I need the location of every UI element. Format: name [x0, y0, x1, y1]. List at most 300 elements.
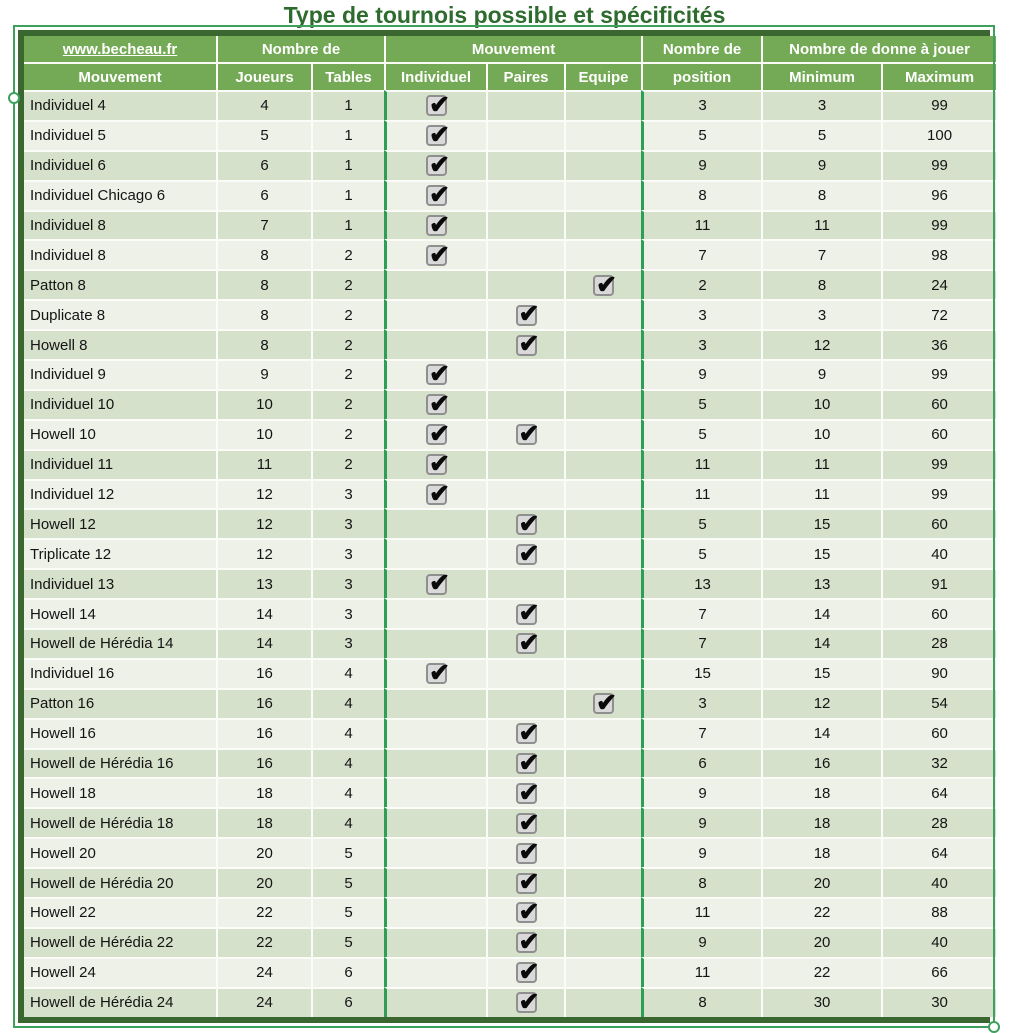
cell-mouvement: Individuel 6: [24, 150, 216, 180]
cell-maximum: 99: [881, 359, 996, 389]
cell-position: 7: [641, 718, 761, 748]
check-mark-icon: ✔: [429, 569, 450, 598]
cell-individuel: [384, 180, 486, 210]
cell-minimum: 20: [761, 927, 881, 957]
table-row: [24, 180, 996, 210]
header-group-row: [24, 36, 996, 62]
cell-joueurs: 9: [216, 359, 311, 389]
cell-tables: 2: [311, 449, 384, 479]
check-mark-icon: ✔: [518, 629, 540, 658]
cell-equipe: [564, 628, 641, 658]
cell-tables: 1: [311, 150, 384, 180]
cell-individuel: [384, 718, 486, 748]
cell-individuel: [384, 568, 486, 598]
checkbox-checked-icon[interactable]: [426, 419, 450, 448]
cell-equipe: [564, 837, 641, 867]
cell-mouvement: Howell 22: [24, 897, 216, 927]
cell-individuel: [384, 748, 486, 778]
table-row: [24, 150, 996, 180]
cell-maximum: 64: [881, 837, 996, 867]
cell-joueurs: 18: [216, 807, 311, 837]
cell-minimum: 8: [761, 269, 881, 299]
cell-individuel: [384, 957, 486, 987]
cell-equipe: [564, 180, 641, 210]
cell-maximum: 30: [881, 987, 996, 1017]
cell-maximum: 60: [881, 389, 996, 419]
checkbox-checked-icon[interactable]: [516, 419, 540, 448]
cell-minimum: 3: [761, 299, 881, 329]
cell-position: 7: [641, 598, 761, 628]
cell-maximum: 99: [881, 90, 996, 120]
cell-paires: [486, 120, 564, 150]
cell-paires: [486, 419, 564, 449]
cell-position: 5: [641, 538, 761, 568]
cell-mouvement: Howell 14: [24, 598, 216, 628]
cell-mouvement: Howell 18: [24, 777, 216, 807]
cell-position: 3: [641, 299, 761, 329]
cell-joueurs: 22: [216, 927, 311, 957]
cell-mouvement: Individuel 10: [24, 389, 216, 419]
cell-position: 9: [641, 777, 761, 807]
check-mark-icon: ✔: [429, 360, 450, 389]
cell-paires: [486, 927, 564, 957]
cell-minimum: 11: [761, 479, 881, 509]
check-mark-icon: ✔: [518, 330, 540, 359]
cell-position: 11: [641, 957, 761, 987]
cell-minimum: 20: [761, 867, 881, 897]
table-row: [24, 658, 996, 688]
table-row: [24, 867, 996, 897]
cell-position: 11: [641, 210, 761, 240]
table-row: [24, 329, 996, 359]
checkbox-checked-icon[interactable]: [516, 958, 540, 987]
cell-tables: 3: [311, 479, 384, 509]
checkbox-checked-icon[interactable]: [516, 928, 540, 957]
cell-individuel: [384, 508, 486, 538]
cell-minimum: 14: [761, 598, 881, 628]
check-mark-icon: ✔: [518, 539, 540, 568]
tournament-types-table: [24, 36, 996, 1017]
cell-individuel: [384, 479, 486, 509]
cell-position: 15: [641, 658, 761, 688]
cell-joueurs: 16: [216, 748, 311, 778]
checkbox-checked-icon[interactable]: [516, 539, 540, 568]
cell-joueurs: 16: [216, 658, 311, 688]
cell-equipe: [564, 90, 641, 120]
cell-paires: [486, 987, 564, 1017]
cell-paires: [486, 239, 564, 269]
cell-maximum: 24: [881, 269, 996, 299]
cell-tables: 4: [311, 718, 384, 748]
cell-equipe: [564, 508, 641, 538]
cell-joueurs: 13: [216, 568, 311, 598]
check-mark-icon: ✔: [518, 419, 540, 448]
checkbox-checked-icon[interactable]: [516, 838, 540, 867]
cell-mouvement: Howell de Hérédia 22: [24, 927, 216, 957]
checkbox-checked-icon[interactable]: [426, 479, 450, 508]
cell-tables: 4: [311, 688, 384, 718]
check-mark-icon: ✔: [518, 987, 540, 1016]
cell-individuel: [384, 329, 486, 359]
checkbox-checked-icon[interactable]: [426, 569, 450, 598]
cell-minimum: 18: [761, 807, 881, 837]
check-mark-icon: ✔: [429, 479, 450, 508]
checkbox-checked-icon[interactable]: [516, 987, 540, 1016]
cell-individuel: [384, 807, 486, 837]
cell-minimum: 10: [761, 389, 881, 419]
cell-tables: 3: [311, 628, 384, 658]
col-header-individuel: Individuel: [384, 62, 486, 90]
cell-position: 6: [641, 748, 761, 778]
table-row: [24, 688, 996, 718]
cell-mouvement: Individuel 8: [24, 210, 216, 240]
cell-individuel: [384, 658, 486, 688]
cell-maximum: 60: [881, 419, 996, 449]
cell-paires: [486, 329, 564, 359]
table-row: [24, 359, 996, 389]
cell-paires: [486, 568, 564, 598]
cell-equipe: [564, 389, 641, 419]
col-header-mouvement: Mouvement: [24, 62, 216, 90]
cell-maximum: 98: [881, 239, 996, 269]
selection-handle-bottom-right[interactable]: [988, 1021, 1000, 1033]
checkbox-checked-icon[interactable]: [426, 180, 450, 209]
col-header-equipe: Equipe: [564, 62, 641, 90]
check-mark-icon: ✔: [518, 928, 540, 957]
checkbox-checked-icon[interactable]: [426, 449, 450, 478]
cell-joueurs: 7: [216, 210, 311, 240]
cell-individuel: [384, 897, 486, 927]
cell-minimum: 18: [761, 777, 881, 807]
cell-paires: [486, 777, 564, 807]
cell-individuel: [384, 359, 486, 389]
page-title: Type de tournois possible et spécificités: [283, 2, 726, 28]
checkbox-checked-icon[interactable]: [516, 300, 540, 329]
checkbox-checked-icon[interactable]: [426, 659, 450, 688]
cell-tables: 3: [311, 508, 384, 538]
cell-individuel: [384, 688, 486, 718]
cell-maximum: 99: [881, 210, 996, 240]
cell-tables: 3: [311, 538, 384, 568]
cell-maximum: 36: [881, 329, 996, 359]
check-mark-icon: ✔: [518, 808, 540, 837]
col-header-paires: Paires: [486, 62, 564, 90]
cell-equipe: [564, 239, 641, 269]
cell-individuel: [384, 389, 486, 419]
table-row: [24, 748, 996, 778]
group-nombre-donne-a-jouer: Nombre de donne à jouer: [761, 36, 996, 62]
cell-mouvement: Howell 16: [24, 718, 216, 748]
checkbox-checked-icon[interactable]: [593, 270, 617, 299]
cell-mouvement: Patton 8: [24, 269, 216, 299]
cell-joueurs: 11: [216, 449, 311, 479]
cell-minimum: 12: [761, 688, 881, 718]
table-row: [24, 269, 996, 299]
group-nombre-de-position: Nombre de: [641, 36, 761, 62]
check-mark-icon: ✔: [518, 778, 540, 807]
cell-tables: 2: [311, 389, 384, 419]
cell-mouvement: Howell 12: [24, 508, 216, 538]
cell-individuel: [384, 90, 486, 120]
table-row: [24, 897, 996, 927]
cell-individuel: [384, 598, 486, 628]
cell-individuel: [384, 628, 486, 658]
check-mark-icon: ✔: [429, 180, 450, 209]
checkbox-checked-icon[interactable]: [516, 599, 540, 628]
checkbox-checked-icon[interactable]: [426, 91, 450, 120]
cell-maximum: 100: [881, 120, 996, 150]
cell-mouvement: Individuel 11: [24, 449, 216, 479]
group-nombre-de: Nombre de: [216, 36, 384, 62]
cell-minimum: 15: [761, 538, 881, 568]
site-link[interactable]: www.becheau.fr: [62, 40, 178, 58]
cell-equipe: [564, 150, 641, 180]
col-header-tables: Tables: [311, 62, 384, 90]
cell-tables: 4: [311, 658, 384, 688]
cell-mouvement: Individuel 9: [24, 359, 216, 389]
table-row: [24, 718, 996, 748]
cell-mouvement: Howell de Hérédia 16: [24, 748, 216, 778]
group-mouvement: Mouvement: [384, 36, 641, 62]
cell-mouvement: Howell 24: [24, 957, 216, 987]
cell-joueurs: 14: [216, 598, 311, 628]
cell-tables: 3: [311, 598, 384, 628]
cell-paires: [486, 150, 564, 180]
cell-position: 11: [641, 479, 761, 509]
cell-paires: [486, 479, 564, 509]
cell-maximum: 28: [881, 807, 996, 837]
checkbox-checked-icon[interactable]: [516, 629, 540, 658]
cell-maximum: 28: [881, 628, 996, 658]
cell-joueurs: 20: [216, 837, 311, 867]
cell-maximum: 72: [881, 299, 996, 329]
table-row: [24, 419, 996, 449]
cell-paires: [486, 538, 564, 568]
cell-paires: [486, 449, 564, 479]
cell-paires: [486, 628, 564, 658]
cell-joueurs: 24: [216, 987, 311, 1017]
cell-equipe: [564, 957, 641, 987]
cell-joueurs: 8: [216, 329, 311, 359]
cell-tables: 1: [311, 90, 384, 120]
cell-individuel: [384, 867, 486, 897]
cell-mouvement: Patton 16: [24, 688, 216, 718]
cell-joueurs: 8: [216, 269, 311, 299]
cell-position: 5: [641, 120, 761, 150]
cell-mouvement: Howell 20: [24, 837, 216, 867]
cell-joueurs: 6: [216, 180, 311, 210]
checkbox-checked-icon[interactable]: [426, 240, 450, 269]
checkbox-checked-icon[interactable]: [516, 898, 540, 927]
check-mark-icon: ✔: [429, 210, 450, 239]
cell-position: 2: [641, 269, 761, 299]
table-row: [24, 807, 996, 837]
check-mark-icon: ✔: [429, 240, 450, 269]
cell-minimum: 7: [761, 239, 881, 269]
cell-position: 9: [641, 150, 761, 180]
cell-paires: [486, 359, 564, 389]
cell-tables: 5: [311, 897, 384, 927]
cell-joueurs: 10: [216, 419, 311, 449]
col-header-position: position: [641, 62, 761, 90]
cell-joueurs: 8: [216, 299, 311, 329]
cell-position: 7: [641, 239, 761, 269]
check-mark-icon: ✔: [518, 509, 540, 538]
checkbox-checked-icon[interactable]: [516, 718, 540, 747]
table-row: [24, 837, 996, 867]
cell-maximum: 90: [881, 658, 996, 688]
col-header-minimum: Minimum: [761, 62, 881, 90]
cell-position: 3: [641, 90, 761, 120]
table-row: [24, 449, 996, 479]
cell-minimum: 3: [761, 90, 881, 120]
cell-tables: 1: [311, 210, 384, 240]
table-row: [24, 987, 996, 1017]
cell-position: 3: [641, 688, 761, 718]
cell-paires: [486, 180, 564, 210]
check-mark-icon: ✔: [429, 121, 450, 150]
cell-position: 9: [641, 927, 761, 957]
cell-mouvement: Individuel Chicago 6: [24, 180, 216, 210]
table-row: [24, 299, 996, 329]
cell-tables: 2: [311, 329, 384, 359]
cell-individuel: [384, 299, 486, 329]
check-mark-icon: ✔: [596, 689, 617, 717]
cell-individuel: [384, 777, 486, 807]
cell-equipe: [564, 987, 641, 1017]
cell-maximum: 60: [881, 508, 996, 538]
cell-tables: 2: [311, 359, 384, 389]
check-mark-icon: ✔: [429, 419, 450, 448]
cell-minimum: 5: [761, 120, 881, 150]
cell-individuel: [384, 449, 486, 479]
cell-position: 5: [641, 419, 761, 449]
table-row: [24, 508, 996, 538]
cell-equipe: [564, 748, 641, 778]
checkbox-checked-icon[interactable]: [516, 748, 540, 777]
cell-maximum: 99: [881, 479, 996, 509]
cell-joueurs: 20: [216, 867, 311, 897]
cell-mouvement: Howell 8: [24, 329, 216, 359]
cell-individuel: [384, 837, 486, 867]
cell-position: 11: [641, 449, 761, 479]
cell-paires: [486, 90, 564, 120]
cell-individuel: [384, 269, 486, 299]
check-mark-icon: ✔: [518, 748, 540, 777]
cell-equipe: [564, 359, 641, 389]
table-row: [24, 210, 996, 240]
checkbox-checked-icon[interactable]: [426, 150, 450, 179]
cell-mouvement: Howell de Hérédia 20: [24, 867, 216, 897]
tournament-table: [18, 30, 990, 1023]
check-mark-icon: ✔: [429, 390, 450, 419]
check-mark-icon: ✔: [518, 958, 540, 987]
cell-tables: 2: [311, 269, 384, 299]
cell-paires: [486, 299, 564, 329]
check-mark-icon: ✔: [518, 718, 540, 747]
cell-equipe: [564, 807, 641, 837]
cell-tables: 6: [311, 987, 384, 1017]
cell-paires: [486, 688, 564, 718]
site-link-cell: [24, 36, 216, 62]
cell-position: 8: [641, 180, 761, 210]
table-row: [24, 568, 996, 598]
cell-equipe: [564, 419, 641, 449]
cell-equipe: [564, 479, 641, 509]
cell-position: 11: [641, 897, 761, 927]
cell-position: 3: [641, 329, 761, 359]
table-row: [24, 927, 996, 957]
checkbox-checked-icon[interactable]: [426, 210, 450, 239]
selection-handle-top-left[interactable]: [8, 92, 20, 104]
checkbox-checked-icon[interactable]: [516, 868, 540, 897]
cell-mouvement: Howell de Hérédia 14: [24, 628, 216, 658]
cell-equipe: [564, 449, 641, 479]
checkbox-checked-icon[interactable]: [426, 121, 450, 150]
cell-tables: 2: [311, 299, 384, 329]
table-body: [24, 90, 996, 1017]
check-mark-icon: ✔: [518, 868, 540, 897]
table-row: [24, 538, 996, 568]
checkbox-checked-icon[interactable]: [516, 808, 540, 837]
cell-position: 8: [641, 867, 761, 897]
cell-maximum: 32: [881, 748, 996, 778]
check-mark-icon: ✔: [518, 898, 540, 927]
table-row: [24, 120, 996, 150]
cell-position: 13: [641, 568, 761, 598]
cell-maximum: 99: [881, 150, 996, 180]
cell-equipe: [564, 777, 641, 807]
col-header-joueurs: Joueurs: [216, 62, 311, 90]
cell-paires: [486, 837, 564, 867]
cell-equipe: [564, 927, 641, 957]
checkbox-checked-icon[interactable]: [426, 390, 450, 419]
checkbox-checked-icon[interactable]: [516, 778, 540, 807]
cell-paires: [486, 210, 564, 240]
cell-paires: [486, 389, 564, 419]
cell-maximum: 54: [881, 688, 996, 718]
cell-maximum: 66: [881, 957, 996, 987]
cell-minimum: 12: [761, 329, 881, 359]
cell-minimum: 13: [761, 568, 881, 598]
checkbox-checked-icon[interactable]: [516, 509, 540, 538]
check-mark-icon: ✔: [429, 449, 450, 478]
table-row: [24, 479, 996, 509]
checkbox-checked-icon[interactable]: [593, 689, 617, 717]
cell-mouvement: Howell 10: [24, 419, 216, 449]
cell-maximum: 40: [881, 867, 996, 897]
checkbox-checked-icon[interactable]: [426, 360, 450, 389]
cell-individuel: [384, 239, 486, 269]
cell-minimum: 15: [761, 508, 881, 538]
table-row: [24, 628, 996, 658]
cell-joueurs: 5: [216, 120, 311, 150]
cell-position: 9: [641, 837, 761, 867]
cell-maximum: 99: [881, 449, 996, 479]
check-mark-icon: ✔: [429, 91, 450, 120]
cell-paires: [486, 957, 564, 987]
checkbox-checked-icon[interactable]: [516, 330, 540, 359]
cell-minimum: 22: [761, 897, 881, 927]
cell-tables: 1: [311, 120, 384, 150]
cell-minimum: 14: [761, 718, 881, 748]
table-row: [24, 598, 996, 628]
cell-position: 9: [641, 807, 761, 837]
cell-maximum: 40: [881, 927, 996, 957]
cell-position: 8: [641, 987, 761, 1017]
cell-tables: 2: [311, 419, 384, 449]
cell-position: 5: [641, 389, 761, 419]
